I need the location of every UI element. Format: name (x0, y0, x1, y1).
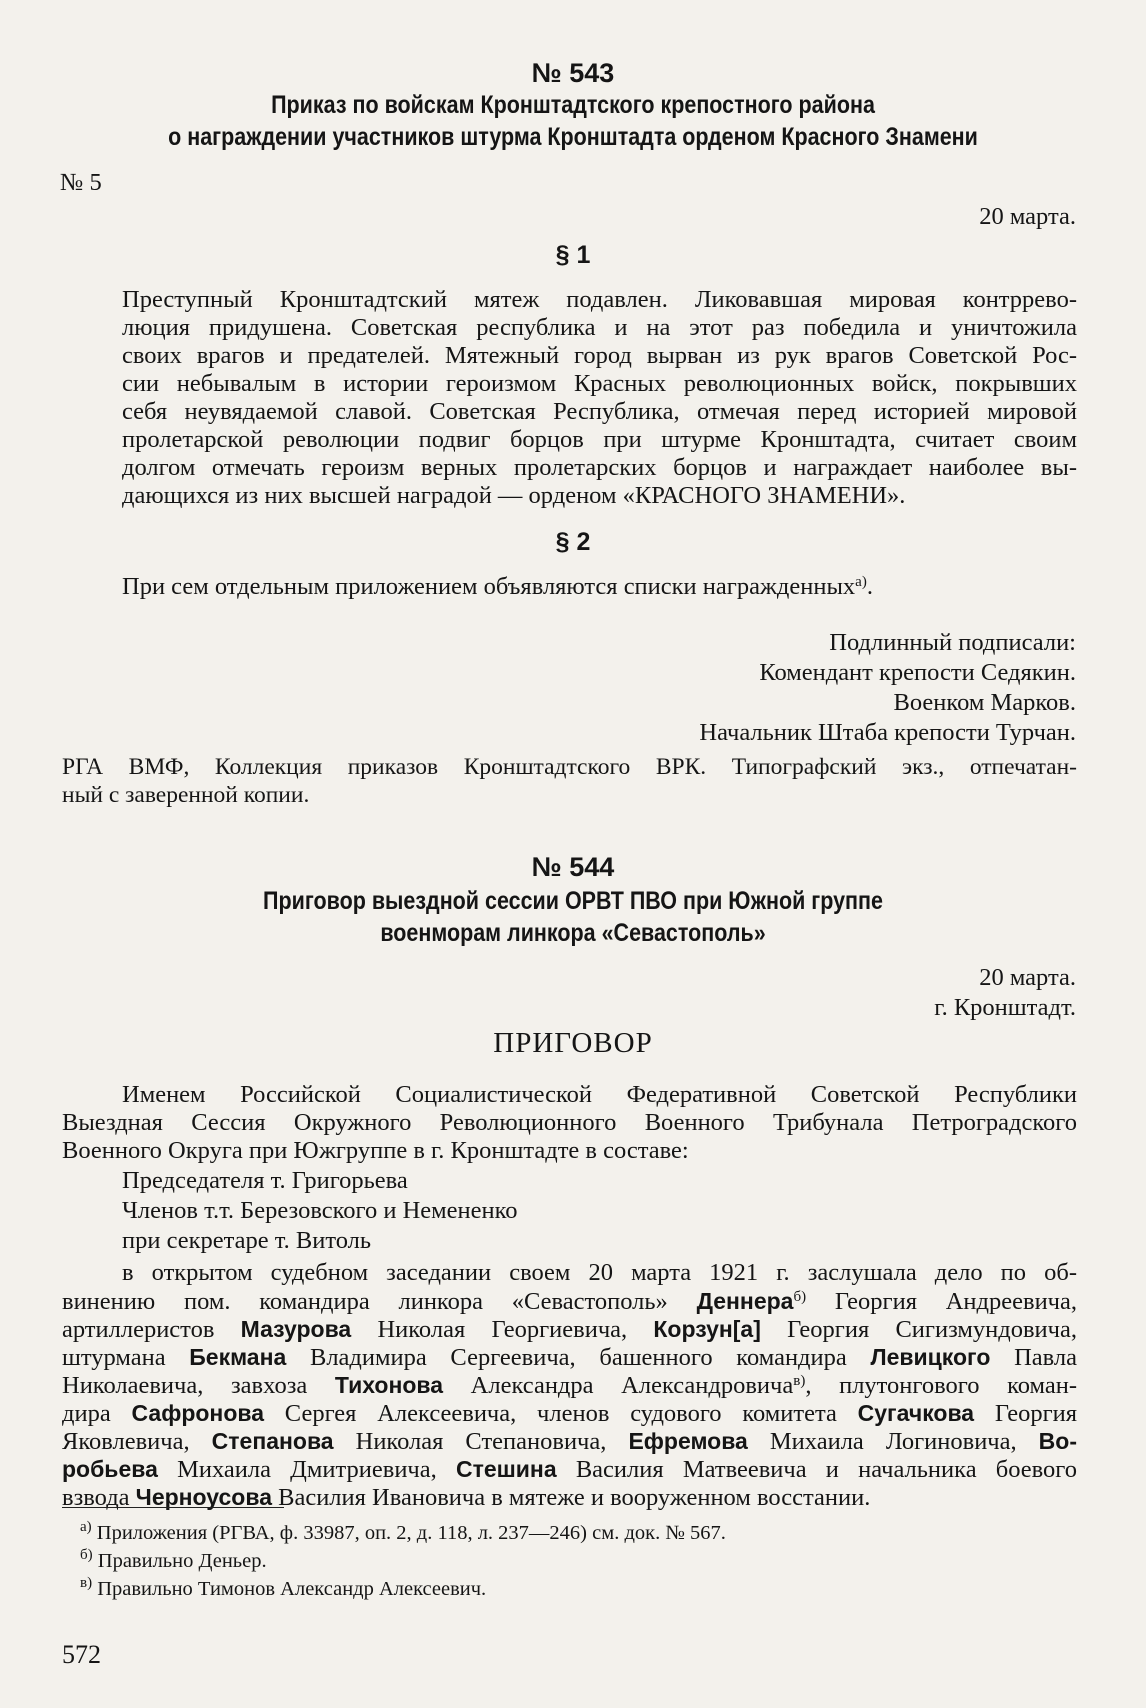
doc543-p2: При сем отдельным приложением объявляются списки награжденных$^{а)}$. (122, 573, 873, 600)
footnote-divider (62, 1507, 284, 1508)
doc544-secretary: при секретаре т. Витоль (122, 1227, 372, 1254)
doc543-source-line: ный с заверенной копии. (62, 782, 310, 808)
doc543-p1-line: люция придушена. Советская республика и на этот раз победила и уничтожила (122, 314, 1077, 341)
doc544-body-line: Яковлевича, Степанова Николая Степановича, Ефремова Михаила Логиновича, Во- (62, 1428, 1077, 1455)
doc544-body-line: робьева Михаила Дмитриевича, Стешина Василия Матвеевича и начальника боевого (62, 1456, 1077, 1483)
doc543-p1-line: себя неувядаемой славой. Советская Республика, отмечая перед историей мировой (122, 398, 1077, 425)
doc544-body-line: Николаевича, завхоза Тихонова Александра Александровича$^{в)}$, плутонгового коман- (62, 1372, 1078, 1399)
doc544-body-line: штурмана Бекмана Владимира Сергеевича, башенного командира Левицкого Павла (62, 1344, 1077, 1371)
doc543-p1-line: своих врагов и предателей. Мятежный город вырван из рук врагов Советской Рос- (122, 342, 1077, 369)
footnote: $^{а)}$ Приложения (РГВА, ф. 33987, оп. 2, д. 118, л. 237—246) см. док. № 567. (80, 1519, 726, 1544)
doc544-body-line: дира Сафронова Сергея Алексеевича, членов судового комитета Сугачкова Георгия (62, 1400, 1077, 1427)
doc543-section1: § 1 (555, 241, 591, 269)
doc543-p1-line: сии небывалым в истории героизмом Красных революционных войск, покрывших (122, 370, 1077, 397)
doc544-body-line: взвода Черноусова Василия Ивановича в мятеже и вооруженном восстании. (62, 1484, 871, 1511)
doc543-p1-line: долгом отмечать героизм верных пролетарских борцов и награждает наиболее вы- (122, 454, 1077, 481)
doc544-intro-line: Выездная Сессия Окружного Революционного Военного Трибунала Петроградского (62, 1109, 1077, 1136)
doc544-verdict-heading: ПРИГОВОР (493, 1027, 653, 1059)
doc544-intro-line: Именем Российской Социалистической Федеративной Советской Республики (122, 1081, 1077, 1108)
doc544-place: г. Кронштадт. (934, 994, 1076, 1021)
doc544-number: № 544 (531, 852, 615, 882)
doc544-body-line: артиллеристов Мазурова Николая Георгиевича, Корзун[а] Георгия Сигизмундовича, (62, 1316, 1077, 1343)
doc544-body-line: в открытом судебном заседании своем 20 марта 1921 г. заслушала дело по об- (122, 1259, 1077, 1286)
doc544-body-line: винению пом. командира линкора «Севастополь» Деннера$^{б)}$ Георгия Андреевича, (62, 1288, 1077, 1315)
footnote: $^{б)}$ Правильно Деньер. (80, 1547, 267, 1572)
doc543-p1-line: Преступный Кронштадтский мятеж подавлен. Ликовавшая мировая контррево- (122, 286, 1077, 313)
doc543-source-line: РГА ВМФ, Коллекция приказов Кронштадтского ВРК. Типографский экз., отпечатан- (62, 754, 1077, 780)
doc543-title-line1: Приказ по войскам Кронштадтского крепостного района (271, 91, 875, 119)
doc543-number: № 543 (531, 58, 615, 88)
doc544-chair: Председателя т. Григорьева (122, 1167, 408, 1194)
doc543-date: 20 марта. (979, 203, 1076, 230)
doc543-signer: Комендант крепости Седякин. (759, 659, 1076, 686)
doc543-sign-header: Подлинный подписали: (829, 629, 1076, 656)
doc543-p1-line: пролетарской революции подвиг борцов при штурме Кронштадта, считает своим (122, 426, 1077, 453)
page-number: 572 (62, 1640, 101, 1669)
doc543-signer: Начальник Штаба крепости Турчан. (699, 719, 1076, 746)
doc543-section2: § 2 (555, 528, 591, 556)
doc544-date: 20 марта. (979, 964, 1076, 991)
doc544-title-line1: Приговор выездной сессии ОРВТ ПВО при Южной группе (263, 887, 883, 915)
footnote: $^{в)}$ Правильно Тимонов Александр Алексеевич. (80, 1575, 487, 1600)
doc543-p1-line: дающихся из них высшей наградой — орденом «КРАСНОГО ЗНАМЕНИ». (122, 482, 906, 509)
doc543-title-line2: о награждении участников штурма Кронштадта орденом Красного Знамени (168, 123, 978, 151)
doc544-members: Членов т.т. Березовского и Немененко (122, 1197, 518, 1224)
doc543-signer: Военком Марков. (893, 689, 1076, 716)
doc544-title-line2: военморам линкора «Севастополь» (380, 919, 766, 947)
doc543-order-number: № 5 (60, 169, 102, 196)
doc544-intro-line: Военного Округа при Южгруппе в г. Кронштадте в составе: (62, 1137, 689, 1164)
